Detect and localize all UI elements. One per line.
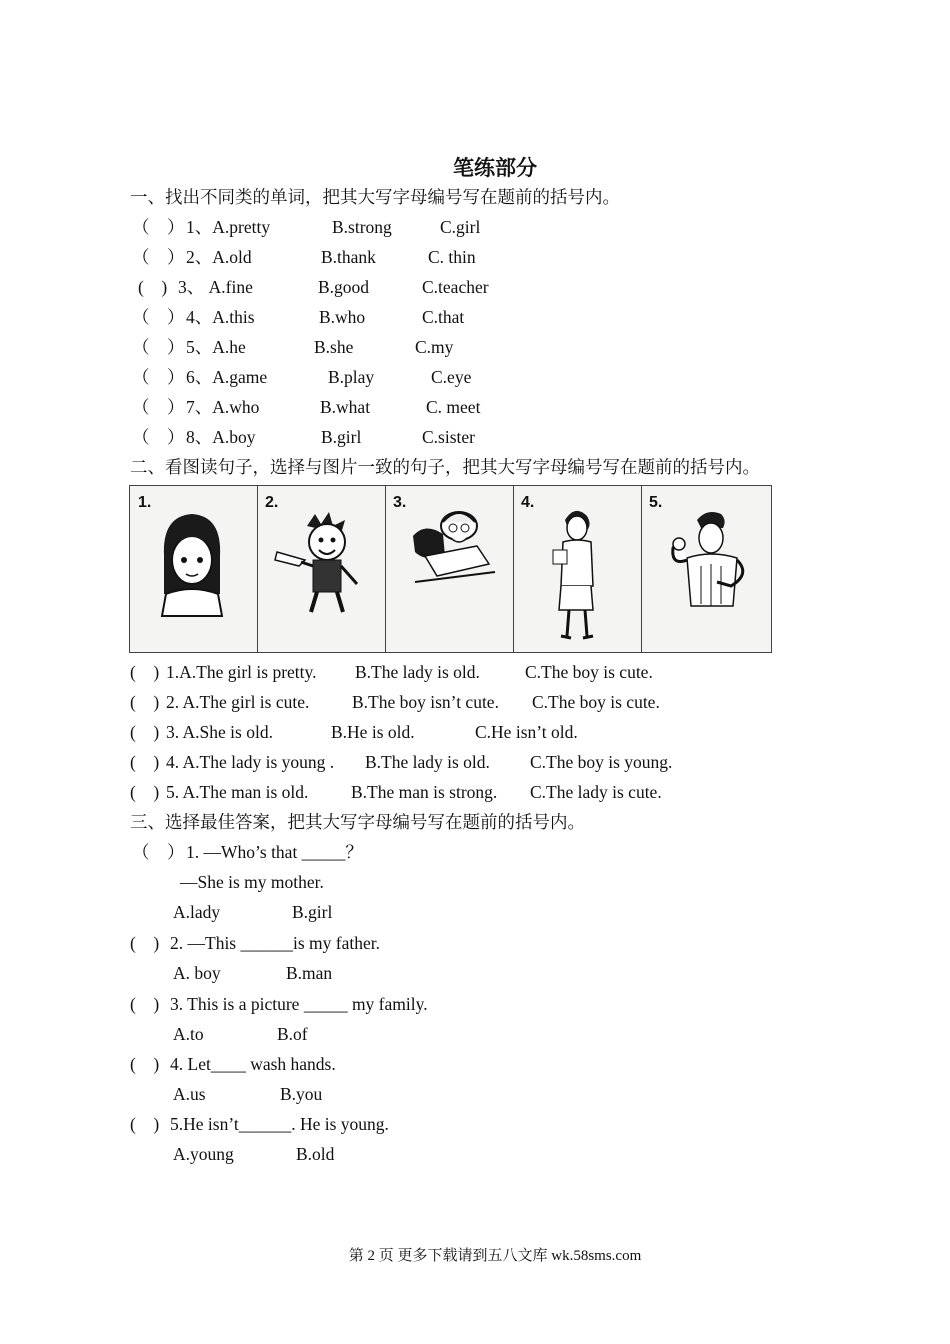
picture-label: 3. [393,494,407,511]
option-b: B.man [286,963,333,983]
option-b: B.The man is strong. [351,782,498,802]
option-b: B.The lady is old. [355,662,480,682]
option-b: B.play [328,367,375,387]
option-c: C.sister [422,427,475,447]
question-row [130,362,472,392]
option-c: C.The boy is young. [530,752,673,772]
option-a: 6、A.game [186,367,268,387]
question-row [130,1049,336,1079]
answer-paren: ( ) [130,722,160,742]
picture-label: 5. [649,494,663,511]
answer-paren: ( ) [130,1114,160,1134]
question-text: 2. —This ______is my father. [170,933,380,953]
section-3-heading: 三、选择最佳答案，把其大写字母编号写在题前的括号内。 [130,812,585,832]
option-c: C.my [415,337,454,357]
picture-label: 4. [521,494,535,511]
option-c: C.girl [440,217,481,237]
section-2-heading: 二、看图读句子，选择与图片一致的句子，把其大写字母编号写在题前的括号内。 [130,457,760,477]
option-b: B.of [277,1024,308,1044]
option-c: C.eye [431,367,472,387]
question-text: 1. —Who’s that _____？ [186,842,363,862]
answer-paren: （ ） [132,247,185,267]
answer-paren: （ ） [132,217,185,237]
question-text: 4. Let____ wash hands. [170,1054,336,1074]
option-a: A.us [173,1084,206,1104]
picture-label: 2. [265,494,279,511]
picture-5 [641,486,771,652]
option-a: 2、A.old [186,247,252,267]
option-a: 3. A.She is old. [166,722,273,742]
option-b: B.what [320,397,371,417]
options-row [173,958,333,988]
question-row [130,212,481,242]
question-row [130,837,363,867]
question-text: 3. This is a picture _____ my family. [170,994,428,1014]
question-row [130,717,578,747]
option-c: C.The boy is cute. [525,662,653,682]
option-c: C. meet [426,397,481,417]
option-c: C.The lady is cute. [530,782,662,802]
option-a: 2. A.The girl is cute. [166,692,310,712]
question-row [130,687,660,717]
old-man-illustration [385,486,513,652]
page-title: 笔练部分 [453,156,537,180]
question-row [130,989,428,1019]
options-row [173,1139,335,1169]
picture-2 [257,486,386,652]
option-b: B.The lady is old. [365,752,490,772]
option-a: A.to [173,1024,204,1044]
question-row [130,272,489,302]
strong-man-illustration [641,486,771,652]
question-row [130,332,454,362]
answer-paren: （ ） [132,427,185,447]
picture-3 [385,486,514,652]
option-a: 8、A.boy [186,427,256,447]
option-a: 3、 A.fine [178,277,253,297]
option-b: B.good [318,277,370,297]
answer-paren: （ ） [132,307,185,327]
option-b: B.The boy isn’t cute. [352,692,499,712]
option-c: C.He isn’t old. [475,722,578,742]
option-a: 4. A.The lady is young . [166,752,335,772]
answer-paren: （ ） [132,842,185,862]
answer-paren: ( ) [130,1054,160,1074]
options-row [173,1019,308,1049]
question-row [130,657,653,687]
option-b: B.old [296,1144,335,1164]
picture-label: 1. [138,494,152,511]
question-row [130,302,465,332]
question-response: —She is my mother. [180,872,324,892]
question-row [130,777,662,807]
option-a: 1、A.pretty [186,217,271,237]
option-a: 5、A.he [186,337,246,357]
option-b: B.He is old. [331,722,415,742]
answer-paren: （ ） [132,367,185,387]
option-c: C.that [422,307,465,327]
options-row [173,897,333,927]
options-row [173,1079,323,1109]
answer-paren: （ ） [132,337,185,357]
picture-4 [513,486,642,652]
answer-paren: ( ) [130,994,160,1014]
question-row [130,422,475,452]
option-b: B.girl [321,427,362,447]
option-a: A.lady [173,902,221,922]
answer-paren: ( ) [130,782,160,802]
option-c: C.teacher [422,277,489,297]
question-row [130,242,476,272]
lady-illustration [513,486,641,652]
answer-paren: （ ） [132,397,185,417]
question-row [130,747,673,777]
option-b: B.she [314,337,354,357]
section-1-heading: 一、找出不同类的单词，把其大写字母编号写在题前的括号内。 [130,187,620,207]
question-row [130,928,380,958]
option-a: 7、A.who [186,397,260,417]
answer-paren: ( ) [130,933,160,953]
page-footer: 第 2 页 更多下载请到五八文库 wk.58sms.com [348,1248,642,1264]
option-b: B.you [280,1084,323,1104]
answer-paren: ( ) [138,277,168,297]
option-a: A.young [173,1144,234,1164]
option-c: C. thin [428,247,476,267]
picture-1 [130,486,258,652]
option-a: A. boy [173,963,221,983]
option-b: B.who [319,307,366,327]
option-a: 1.A.The girl is pretty. [166,662,317,682]
answer-paren: ( ) [130,692,160,712]
question-row [130,1109,389,1139]
question-row [130,392,481,422]
girl-illustration [130,486,257,652]
option-b: B.thank [321,247,376,267]
option-a: 5. A.The man is old. [166,782,309,802]
option-b: B.strong [332,217,392,237]
answer-paren: ( ) [130,662,160,682]
option-b: B.girl [292,902,333,922]
question-text: 5.He isn’t______. He is young. [170,1114,389,1134]
boy-illustration [257,486,385,652]
option-c: C.The boy is cute. [532,692,660,712]
answer-paren: ( ) [130,752,160,772]
option-a: 4、A.this [186,307,255,327]
picture-strip [129,485,772,653]
